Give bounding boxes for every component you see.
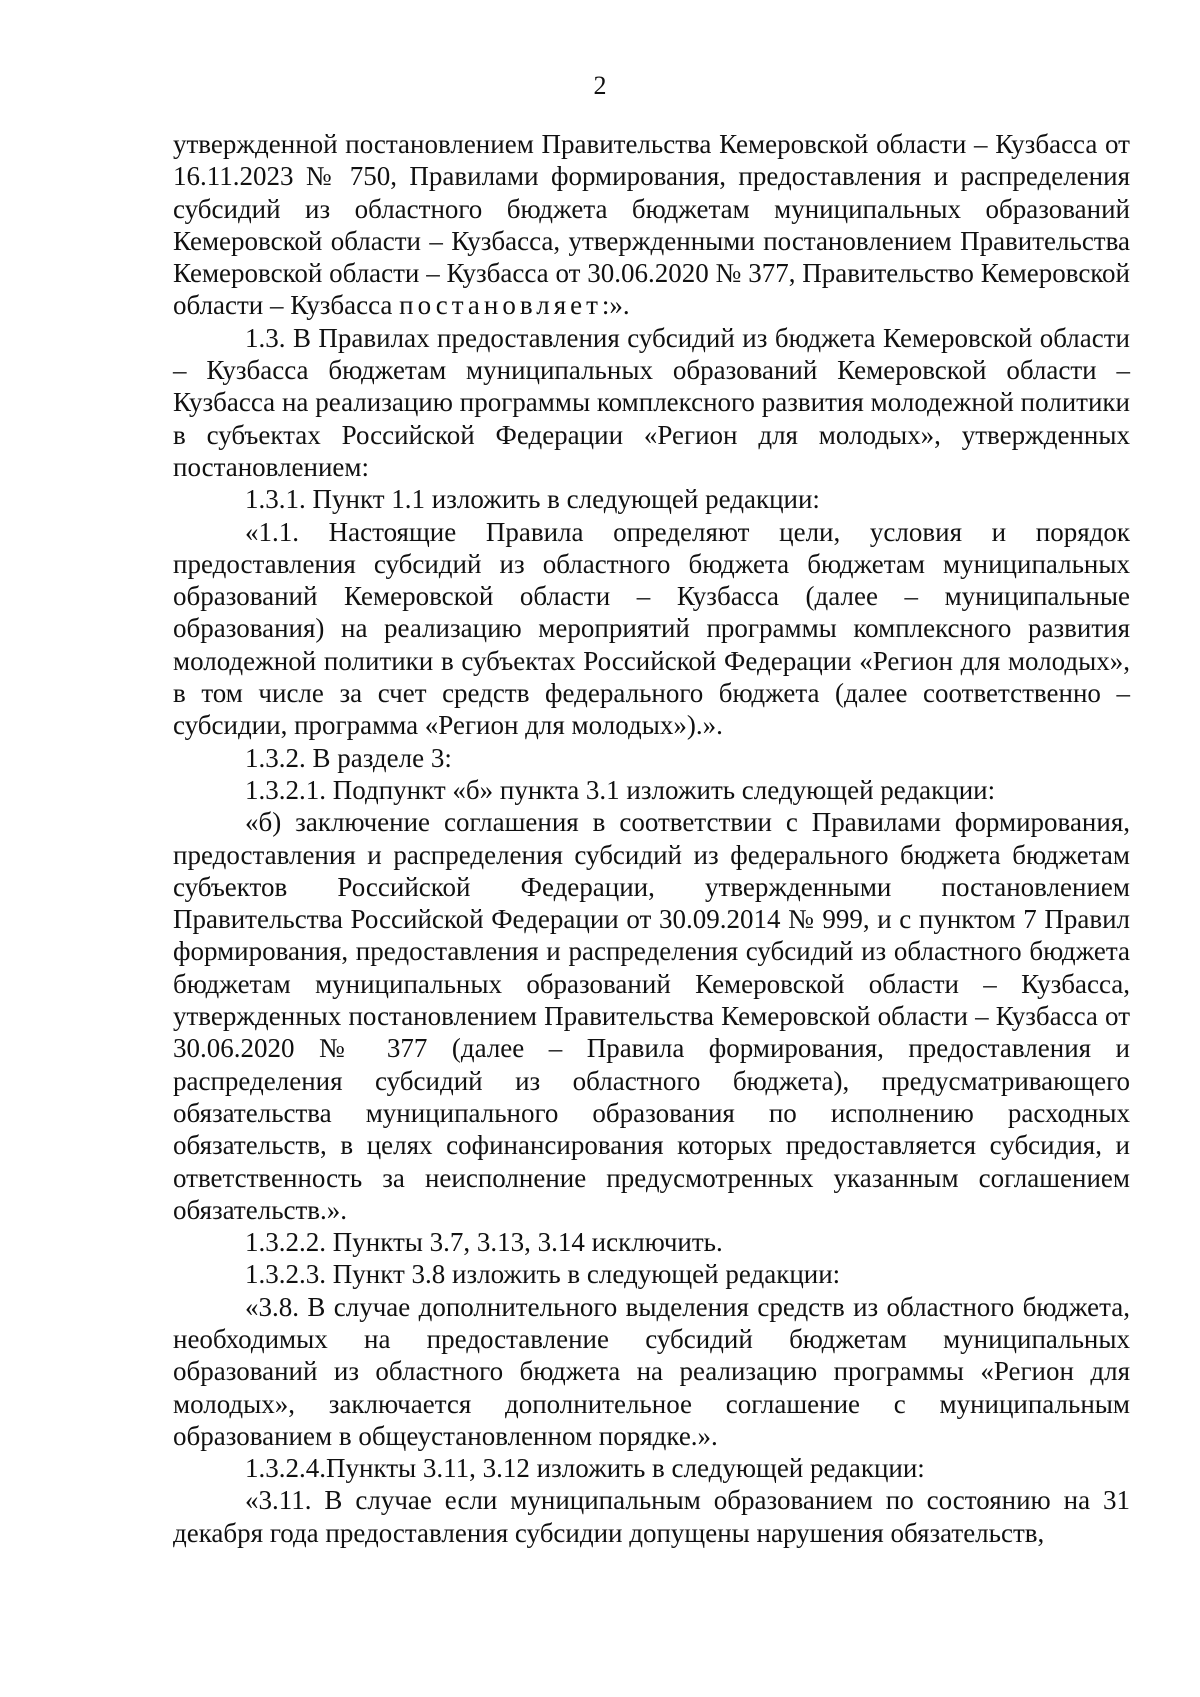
paragraph-quote-3-8: «3.8. В случае дополнительного выделения средств из областного бюджета, необходимых на предоставление субсидий бюджетам муниципальных образований из областного бюджета на реализацию программы «Регион для молодых», заключается дополнительное соглашение с муниципальным образованием в общеустановленном порядке.». [173, 1291, 1130, 1451]
emphasized-word: постановляет [399, 290, 602, 321]
paragraph-text: утвержденной постановлением Правительства Кемеровской области – Кузбасса от 16.11.2023 № 750, Правилами формирования, предоставления и распределения субсидий из областного бюджета бюджетам муниципальных образований Кемеровской области – Кузбасса, утвержденными постановлением Правительства Кемеровской области – Кузбасса от 30.06.2020 № 377, Правительство Кемеровской области – Кузбасса [173, 129, 1130, 321]
document-body [173, 128, 1130, 1549]
paragraph-1-3-2-4: 1.3.2.4.Пункты 3.11, 3.12 изложить в следующей редакции: [245, 1453, 925, 1484]
paragraph-1-3-2-2: 1.3.2.2. Пункты 3.7, 3.13, 3.14 исключить. [245, 1227, 723, 1258]
page-number: 2 [593, 71, 607, 100]
paragraph-1-3: 1.3. В Правилах предоставления субсидий из бюджета Кемеровской области – Кузбасса бюджетам муниципальных образований Кемеровской области – Кузбасса на реализацию программы комплексного развития молодежной политики в субъектах Российской Федерации «Регион для молодых», утвержденных постановлением: [173, 322, 1130, 482]
paragraph-1-3-2: 1.3.2. В разделе 3: [245, 742, 452, 773]
paragraph-quote-b: «б) заключение соглашения в соответствии с Правилами формирования, предоставления и распределения субсидий из федерального бюджета бюджетам субъектов Российской Федерации, утвержденными постановлением Правительства Российской Федерации от 30.09.2014 № 999, и с пунктом 7 Правил формирования, предоставления и распределения субсидий из областного бюджета бюджетам муниципальных образований Кемеровской области – Кузбасса, утвержденных постановлением Правительства Кемеровской области – Кузбасса от 30.06.2020 № 377 (далее – Правила формирования, предоставления и распределения субсидий из областного бюджета), предусматривающего обязательства муниципального образования по исполнению расходных обязательств, в целях софинансирования которых предоставляется субсидия, и ответственность за неисполнение предусмотренных указанным соглашением обязательств.». [173, 807, 1130, 1225]
paragraph-1-3-1: 1.3.1. Пункт 1.1 изложить в следующей редакции: [245, 484, 820, 515]
paragraph-continuation [173, 128, 1130, 322]
paragraph-tail: :». [601, 290, 630, 321]
paragraph-1-3-2-3: 1.3.2.3. Пункт 3.8 изложить в следующей редакции: [245, 1259, 841, 1290]
paragraph-quote-3-11: «3.11. В случае если муниципальным образованием по состоянию на 31 декабря года предоставления субсидии допущены нарушения обязательств, [173, 1485, 1130, 1548]
paragraph-quote-1-1: «1.1. Настоящие Правила определяют цели, условия и порядок предоставления субсидий из областного бюджета бюджетам муниципальных образований Кемеровской области – Кузбасса (далее – муниципальные образования) на реализацию мероприятий программы комплексного развития молодежной политики в субъектах Российской Федерации «Регион для молодых», в том числе за счет средств федерального бюджета (далее соответственно – субсидии, программа «Регион для молодых»).». [173, 516, 1130, 741]
paragraph-1-3-2-1: 1.3.2.1. Подпункт «б» пункта 3.1 изложить следующей редакции: [245, 774, 996, 805]
